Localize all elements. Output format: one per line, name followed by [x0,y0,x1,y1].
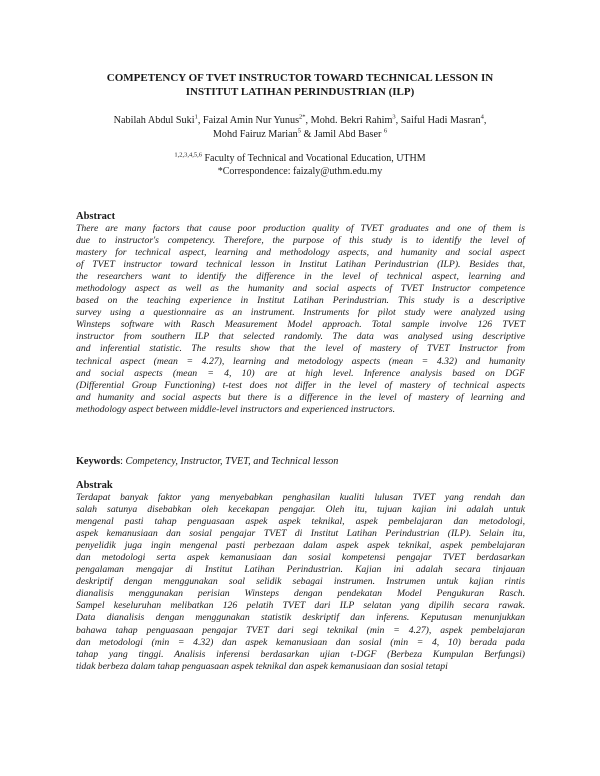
abstrak-line: tahap yang tinggi. Analisis inferensi berdasarkan ujian t-DGF (Berbeza Kumpulan Berfungsi) [76,648,525,660]
correspondence-line: *Correspondence: faizaly@uthm.edu.my [217,166,383,177]
abstrak-line: Sampel keseluruhan melibatkan 126 pelatih TVET dari ILP selatan yang dipilih secara rawak. [76,600,525,612]
abstrak-line: Terdapat banyak faktor yang menyebabkan penghasilan kualiti lulusan TVET yang rendah dan [76,492,525,503]
title-line-1: COMPETENCY OF TVET INSTRUCTOR TOWARD TECHNICAL LESSON IN [106,72,494,84]
abstrak-line: penyelidik juga ingin mengenal pasti perbezaan dalam aspek aspek teknikal, aspek pembelajaran [76,540,525,552]
abstract-line: survey using a questionnaire as an instrument. Instruments for pilot study were analyzed using [76,307,525,319]
abstrak-line: tidak berbeza dalam tahap penguasaan aspek teknikal dan aspek kemanusiaan dan sosial tetapi [76,660,448,672]
abstract-line: technical aspect (mean = 4.27), learning and metodology aspects (mean = 4.32) and humanity [76,355,525,367]
abstract-line: methodology aspect as well as the humanity and social aspects of TVET Instructor competence [76,283,525,295]
title-line-2: INSTITUT LATIHAN PERINDUSTRIAN (ILP) [185,86,415,98]
affiliation-text: Faculty of Technical and Vocational Education, UTHM [204,153,426,164]
abstract-en-body [76,223,525,416]
abstract-line: Winsteps software with Rasch Measurement Model approach. Total sample involve 126 TVET [76,319,525,331]
keywords-line [76,455,338,468]
author-sup: 5 [297,127,301,135]
author-line-2 [60,128,540,142]
abstract-heading: Abstract [76,211,116,222]
author-name: Saiful Hadi Masran [400,115,481,126]
abstract-line: and humanity and social aspects but there is a difference in the level of mastery of learning and [76,391,525,403]
abstrak-line: Data dianalisis dengan menggunakan statistik deskriptif dan inferens. Keputusan menunjukkan [76,612,525,624]
author-name: Mohd Fairuz Marian [212,129,298,140]
author-name: Jamil Abd Baser [314,129,382,140]
author-line-1 [60,114,540,128]
author-name: Mohd. Bekri Rahim [310,115,393,126]
abstract-line: due to instructor's competency. Therefore, the purpose of this study is to identify the level of [76,235,525,247]
author-sep: & [300,129,315,140]
paper-title [60,71,540,99]
author-name: Nabilah Abdul Suki [113,115,195,126]
author-list [60,114,540,142]
author-sup: 1 [194,113,198,121]
abstrak-line: salah satunya disebabkan oleh kecekapan pengajar. Oleh itu, tujuan kajian ini adalah untuk [76,504,525,516]
author-name: Faizal Amin Nur Yunus [202,115,300,126]
abstract-line: the researchers want to identify the difference in the level of technical aspect, learning and [76,271,525,283]
abstract-ms-body [76,492,525,673]
abstract-line: mastery for technical aspect, learning and methodology aspects, and humanity and social aspect [76,247,525,259]
keywords-sep: : [120,456,126,467]
abstrak-line: dan metodologi serta aspek kemanusiaan dan sosial kompetensi pengajar TVET berdasarkan [76,552,525,564]
abstract-line: instructor from southern ILP that selected randomly. The data was analysed using descriptive [76,331,525,343]
abstract-line: There are many factors that cause poor production quality of TVET graduates and one of them is [76,223,525,234]
abstract-line: (Differential Group Functioning) t-test does not differ in the level of mastery of technical aspects [76,379,525,391]
keywords-label: Keywords [76,456,121,467]
author-sep: , [483,115,487,126]
author-sup: 6 [383,127,388,135]
abstrak-line: dianalisis menggunakan perisian Winsteps dengan pendekatan Model Pengukuran Rasch. [76,588,525,600]
abstrak-line: aspek kemanusiaan dan sosial pengajar TVET di Institut Latihan Perindustrian (ILP). Selain itu, [76,528,525,540]
affiliation-line [60,152,540,165]
author-sup: 4 [480,113,484,121]
affiliation-sup: 1,2,3,4,5,6 [174,151,202,159]
author-sup: 2* [299,113,306,121]
abstract-line: methodology aspect between middle-level instructors and experienced instructors. [76,403,396,415]
author-sep: , [395,115,401,126]
author-sep: , [305,115,311,126]
abstrak-line: mengenal pasti tahap penguasaan aspek aspek teknikal, aspek pembelajaran dan metodologi, [76,516,525,528]
abstrak-line: deskriptif dengan menggunakan soal selidik sebagai instrumen. Instrumen untuk kajian rintis [76,576,525,588]
abstract-line: based on the teaching experience in Institut Latihan Perindustrian. This study is a descriptive [76,295,525,307]
keywords-text: Competency, Instructor, TVET, and Technical lesson [125,456,339,467]
abstrak-line: bahawa tahap penguasaan pengajar TVET dari segi teknikal (min = 4.27), aspek pembelajaran [76,624,525,636]
abstract-line: of TVET instructor toward technical lesson in Institut Latihan Perindustrian (ILP). Besides that, [76,259,525,271]
author-sep: , [197,115,203,126]
abstrak-heading: Abstrak [76,480,113,491]
affiliation-block [60,152,540,178]
abstract-line: and social aspects (mean = 4, 10) are at high level. Inference analysis based on DGF [76,367,525,379]
author-sup: 3 [392,113,396,121]
abstrak-line: pengalaman mengajar di Institut Latihan Perindustrian. Kajian ini adalah secara tinjauan [76,564,525,576]
abstrak-line: dan metodologi (min = 4.32) dan aspek kemanusiaan dan sosial (min = 4, 10) berada pada [76,636,525,648]
abstract-line: and inferential statistic. The results show that the level of mastery of TVET Instructor from [76,343,525,355]
